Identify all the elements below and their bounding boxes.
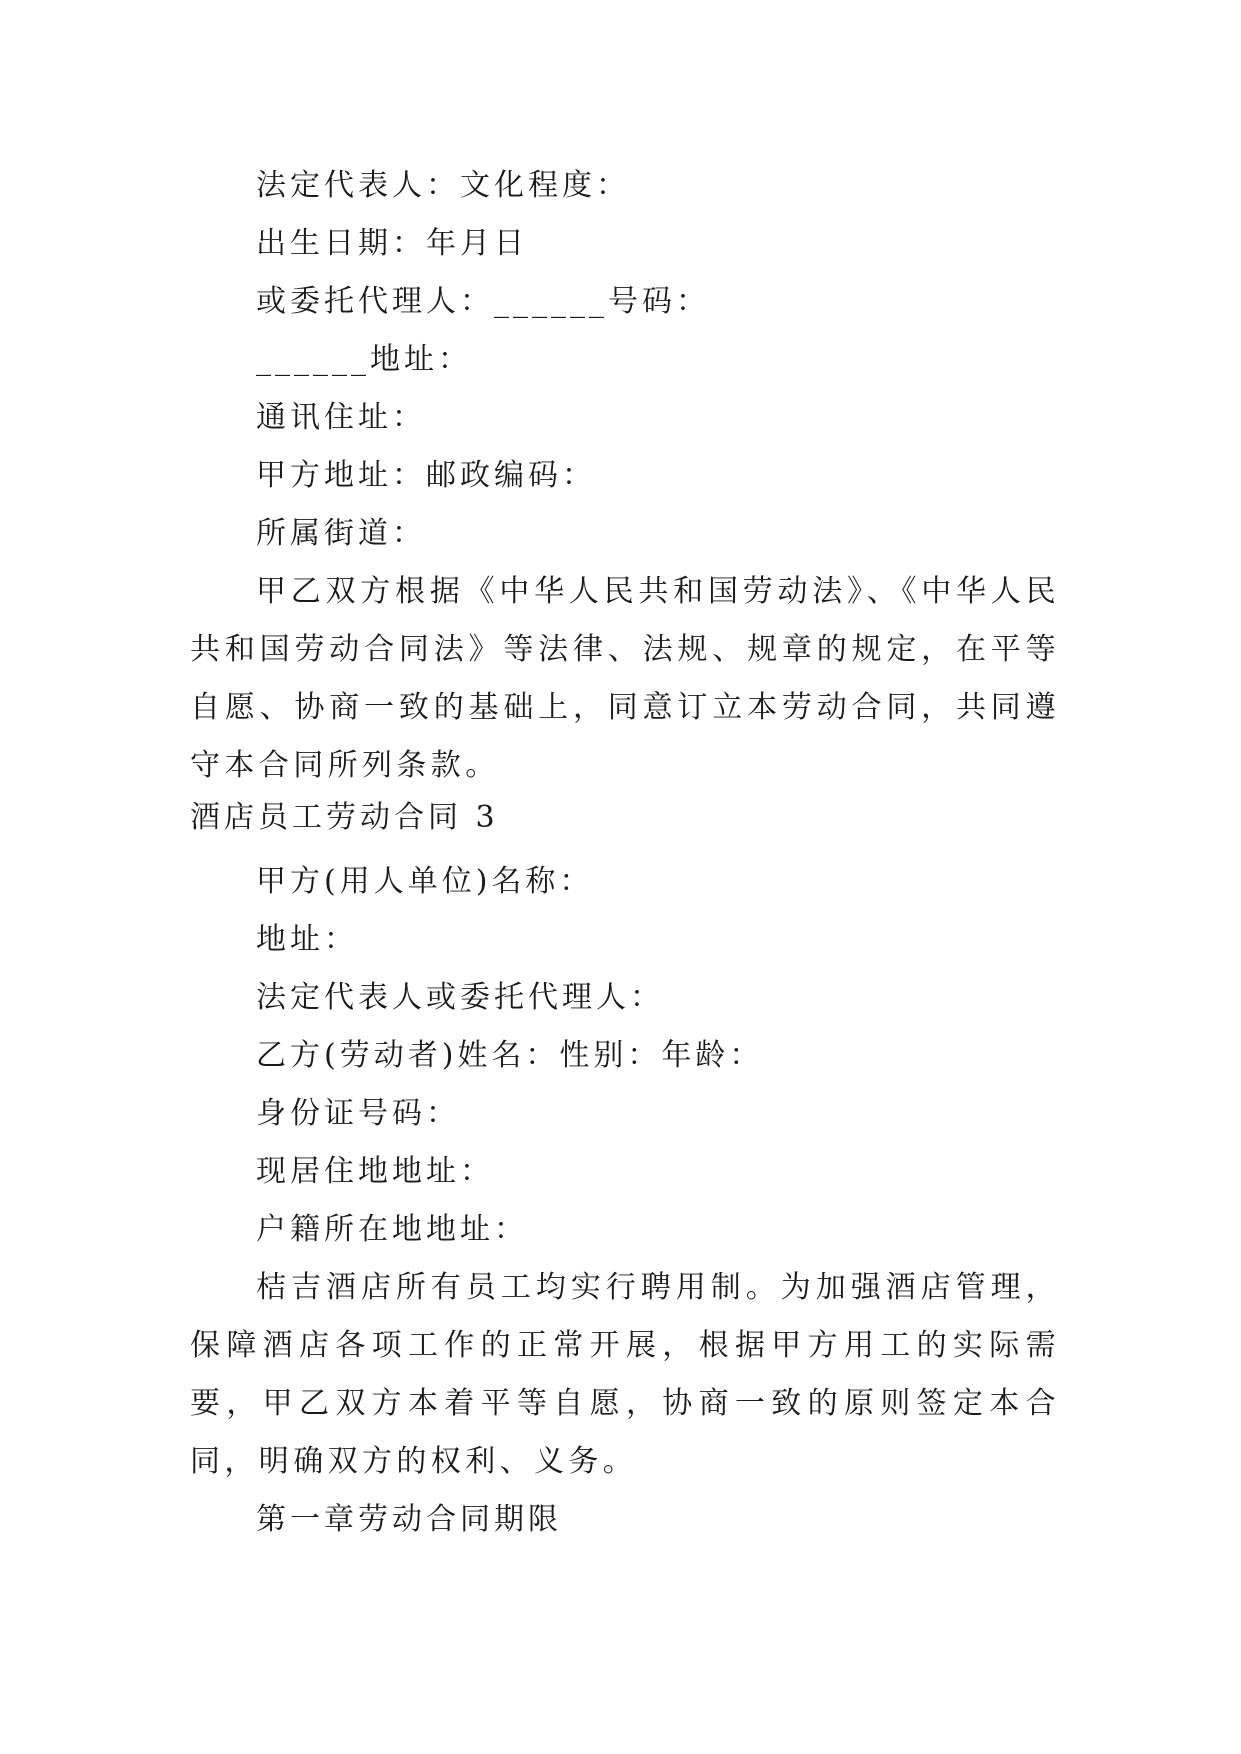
field-party-b-info: 乙方(劳动者)姓名：性别：年龄： <box>256 1038 764 1073</box>
field-agent-number: 或委托代理人：______号码： <box>256 284 710 319</box>
field-party-a-name: 甲方(用人单位)名称： <box>256 864 594 899</box>
chapter-title: 第一章劳动合同期限 <box>256 1502 562 1537</box>
field-current-address: 现居住地地址： <box>256 1154 494 1189</box>
paragraph-employment-purpose: 桔吉酒店所有员工均实行聘用制。为加强酒店管理，保障酒店各项工作的正常开展，根据甲方用工的实际需要，甲乙双方本着平等自愿，协商一致的原则签定本合同，明确双方的权利、义务。 <box>190 1270 1060 1479</box>
section-title: 酒店员工劳动合同 3 <box>190 800 499 835</box>
field-mailing-address: 通讯住址： <box>256 400 426 435</box>
field-party-a-address: 地址： <box>256 922 358 957</box>
field-birth-date: 出生日期：年月日 <box>256 226 528 261</box>
field-legal-rep-or-agent: 法定代表人或委托代理人： <box>256 980 664 1015</box>
paragraph-legal-basis: 甲乙双方根据《中华人民共和国劳动法》、《中华人民共和国劳动合同法》等法律、法规、规章的规定，在平等自愿、协商一致的基础上，同意订立本劳动合同，共同遵守本合同所列条款。 <box>190 574 1060 783</box>
field-address: ______地址： <box>256 342 472 377</box>
document-page <box>190 157 1060 1549</box>
field-id-number: 身份证号码： <box>256 1096 460 1131</box>
field-party-a-address-postcode: 甲方地址：邮政编码： <box>256 458 596 493</box>
field-household-address: 户籍所在地地址： <box>256 1212 528 1247</box>
field-legal-representative: 法定代表人：文化程度： <box>256 168 630 203</box>
field-street: 所属街道： <box>256 516 426 551</box>
